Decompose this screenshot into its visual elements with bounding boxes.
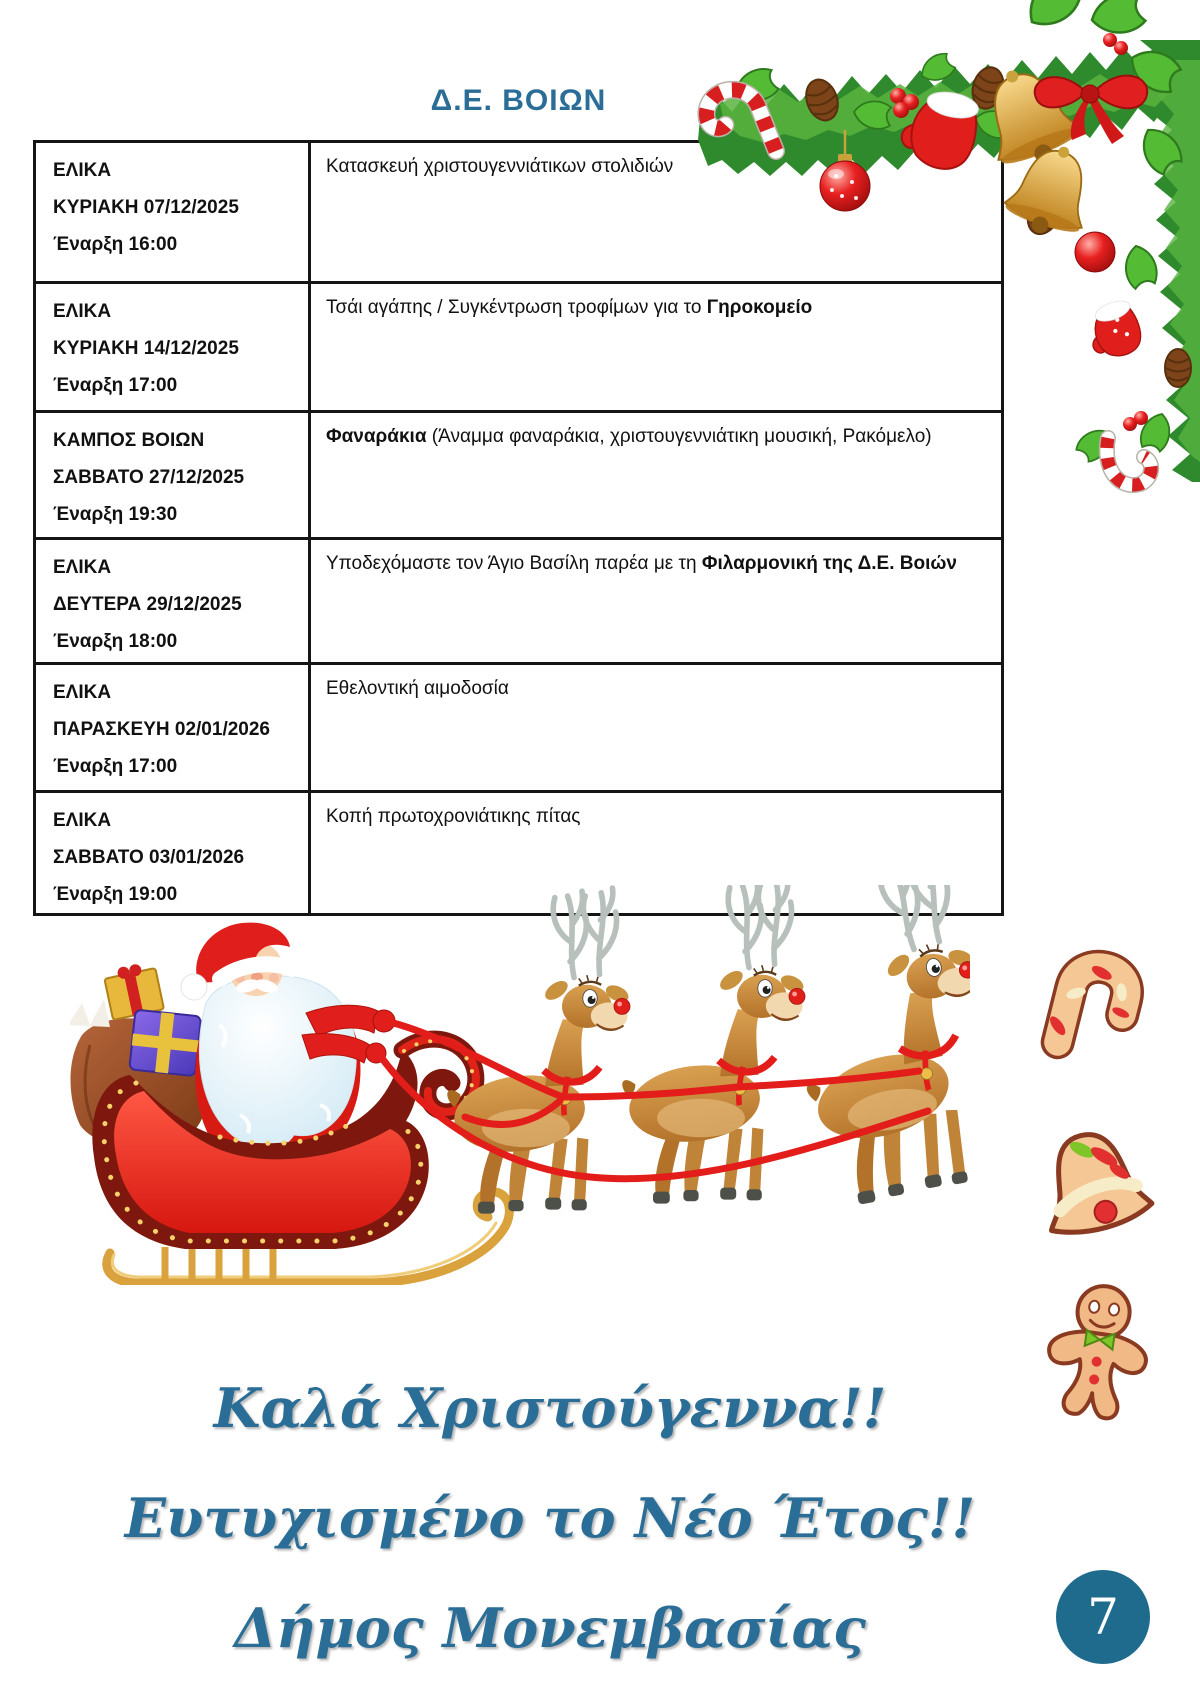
event-time: Έναρξη 19:00 [53, 884, 178, 905]
venue: ΕΛΙΚΑ [53, 810, 112, 831]
event-when-cell [35, 539, 310, 664]
page-number-badge [1056, 1570, 1150, 1664]
mitten-small-icon [1081, 296, 1147, 364]
event-text-bold: Φιλαρμονική της Δ.Ε. Βοιών [701, 553, 958, 574]
event-time: Έναρξη 17:00 [53, 756, 178, 777]
event-when-cell [35, 412, 310, 539]
event-date: ΠΑΡΑΣΚΕΥΗ 02/01/2026 [53, 719, 270, 740]
venue: ΕΛΙΚΑ [53, 301, 112, 322]
event-date: ΚΥΡΙΑΚΗ 07/12/2025 [53, 197, 239, 218]
event-time: Έναρξη 18:00 [53, 631, 178, 652]
event-when-cell [35, 142, 310, 283]
table-row [35, 664, 1003, 792]
event-text: Υποδεχόμαστε τον Άγιο Βασίλη παρέα με τη [326, 553, 702, 574]
event-date: ΣΑΒΒΑΤΟ 03/01/2026 [53, 847, 245, 868]
event-date: ΔΕΥΤΕΡΑ 29/12/2025 [53, 594, 242, 615]
event-text: Κοπή πρωτοχρονιάτικης πίτας [326, 806, 581, 827]
bell-cookie-icon [1028, 1122, 1158, 1242]
venue: ΕΛΙΚΑ [53, 557, 112, 578]
page-number: 7 [1087, 1588, 1119, 1646]
event-text-bold: Γηροκομείο [706, 297, 813, 318]
table-row [35, 539, 1003, 664]
event-when-cell [35, 664, 310, 792]
event-time: Έναρξη 17:00 [53, 375, 178, 396]
gift-box-purple [129, 1010, 201, 1077]
event-when-cell [35, 283, 310, 412]
event-text: (Άναμμα φαναράκια, χριστουγεννιάτικη μουσική, Ρακόμελο) [426, 426, 932, 447]
event-description-cell [310, 664, 1003, 792]
event-text: Τσάι αγάπης / Συγκέντρωση τροφίμων για το [326, 297, 707, 318]
venue: ΕΛΙΚΑ [53, 160, 112, 181]
venue: ΚΑΜΠΟΣ ΒΟΙΩΝ [53, 430, 205, 451]
event-text: Κατασκευή χριστουγεννιάτικων στολιδιών [326, 156, 674, 177]
event-time: Έναρξη 19:30 [53, 504, 178, 525]
greeting-line-2: Ευτυχισμένο το Νέο Έτος!! [124, 1486, 976, 1550]
page-title: Δ.Ε. ΒΟΙΩΝ [430, 84, 607, 117]
christmas-garland-icon [640, 0, 1200, 500]
event-date: ΣΑΒΒΑΤΟ 27/12/2025 [53, 467, 245, 488]
candy-cane-cookie-icon [1035, 938, 1155, 1063]
santa-sleigh-reindeer-illustration [70, 885, 970, 1285]
event-date: ΚΥΡΙΑΚΗ 14/12/2025 [53, 338, 239, 359]
greeting-line-1: Καλά Χριστούγεννα!! [213, 1376, 887, 1440]
event-text: Εθελοντική αιμοδοσία [326, 678, 509, 699]
municipality-name: Δήμος Μονεμβασίας [234, 1596, 866, 1660]
event-time: Έναρξη 16:00 [53, 234, 178, 255]
event-text-bold: Φαναράκια [326, 426, 427, 447]
event-description-cell [310, 539, 1003, 664]
small-ornament-icon [1075, 232, 1115, 272]
venue: ΕΛΙΚΑ [53, 682, 112, 703]
